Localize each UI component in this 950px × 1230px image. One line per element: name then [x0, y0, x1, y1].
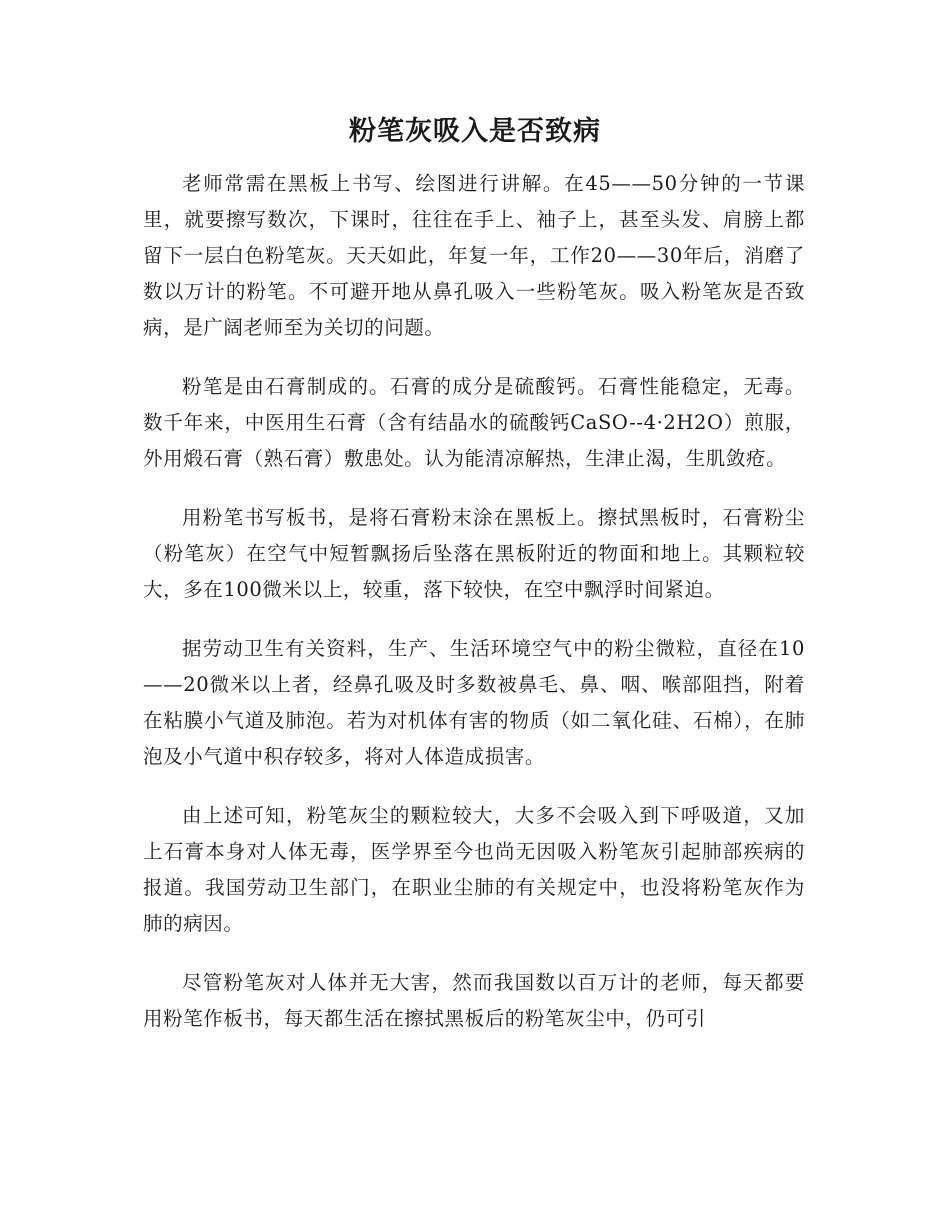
paragraph-6: 尽管粉笔灰对人体并无大害，然而我国数以百万计的老师，每天都要用粉笔作板书，每天都生活在擦拭黑板后的粉笔灰尘中，仍可引: [143, 971, 805, 1030]
page-title: 粉笔灰吸入是否致病: [349, 116, 601, 147]
paragraph-4: 据劳动卫生有关资料，生产、生活环境空气中的粉尘微粒，直径在10——20微米以上者，经鼻孔吸及时多数被鼻毛、鼻、咽、喉部阻挡，附着在粘膜小气道及肺泡。若为对机体有害的物质（如二氧化硅、石棉），在肺泡及小气道中积存较多，将对人体造成损害。: [143, 637, 805, 768]
paragraph-3: 用粉笔书写板书，是将石膏粉末涂在黑板上。擦拭黑板时，石膏粉尘（粉笔灰）在空气中短暂飘扬后坠落在黑板附近的物面和地上。其颗粒较大，多在100微米以上，较重，落下较快，在空中飘浮时间紧迫。: [143, 506, 805, 601]
paragraph-2: 粉笔是由石膏制成的。石膏的成分是硫酸钙。石膏性能稳定，无毒。数千年来，中医用生石膏（含有结晶水的硫酸钙CaSO--4·2H2O）煎服，外用煅石膏（熟石膏）敷患处。认为能清凉解热，生津止渴，生肌敛疮。: [143, 375, 805, 470]
document-body: [143, 166, 805, 1060]
paragraph-5: 由上述可知，粉笔灰尘的颗粒较大，大多不会吸入到下呼吸道，又加上石膏本身对人体无毒，医学界至今也尚无因吸入粉笔灰引起肺部疾病的报道。我国劳动卫生部门，在职业尘肺的有关规定中，也没将粉笔灰作为肺的病因。: [143, 804, 805, 935]
paragraph-1: 老师常需在黑板上书写、绘图进行讲解。在45——50分钟的一节课里，就要擦写数次，下课时，往往在手上、袖子上，甚至头发、肩膀上都留下一层白色粉笔灰。天天如此，年复一年，工作20——30年后，消磨了数以万计的粉笔。不可避开地从鼻孔吸入一些粉笔灰。吸入粉笔灰是否致病，是广阔老师至为关切的问题。: [143, 172, 805, 339]
